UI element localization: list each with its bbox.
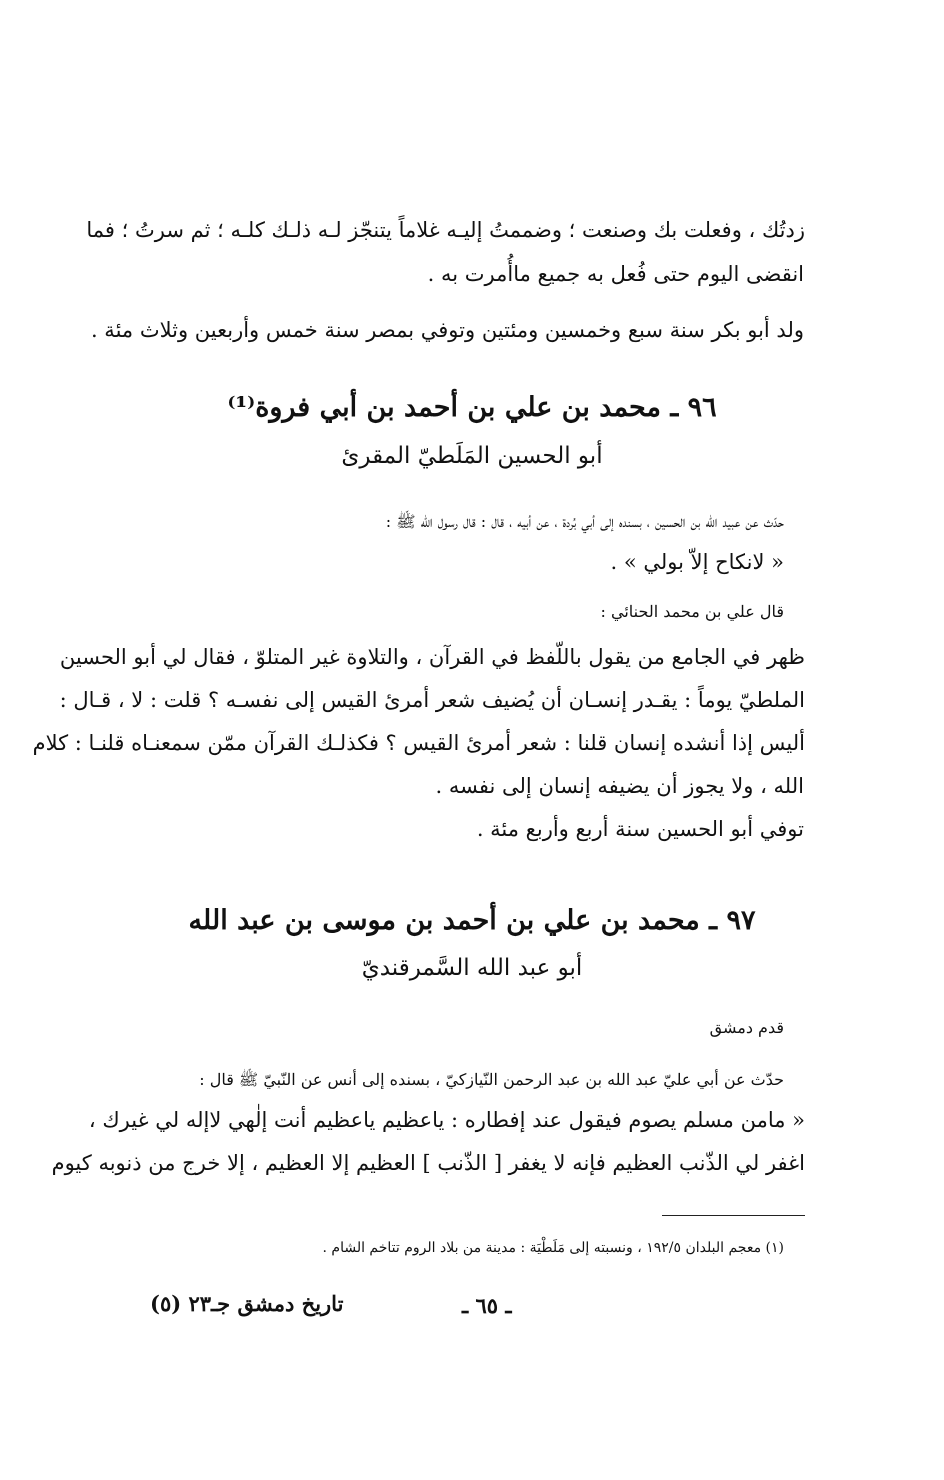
entry-97-isnad: حدّث عن أبي عليّ عبد الله بن عبد الرحمن النّيازكيّ ، بسنده إلى أنس عن النّبيّ ﷺ قال : xyxy=(199,1070,784,1089)
entry-97-title: ٩٧ ـ محمد بن علي بن أحمد بن موسى بن عبد الله xyxy=(188,905,756,936)
footnote-separator xyxy=(662,1215,805,1216)
entry-96-paragraph-line-3: أليس إذا أنشده إنسان قلنا : شعر أمرئ القيس ؟ فكذلـك القرآن ممّن سمعنـاه قلنـا : كلام xyxy=(32,731,805,755)
continuation-line-2: انقضى اليوم حتى فُعل به جميع ماأُمرت به . xyxy=(427,262,804,286)
entry-96-hadith: « لانكاح إلاّ بولي » . xyxy=(610,550,784,574)
entry-97-came: قدم دمشق xyxy=(709,1018,784,1037)
continuation-line-1: زدتُك ، وفعلت بك وصنعت ؛ وضممتُ إليـه غلاماً يتنجّز لـه ذلـك كلـه ؛ ثم سرتُ ؛ فما xyxy=(86,218,805,242)
entry-96-death: توفي أبو الحسين سنة أربع وأربع مئة . xyxy=(476,817,804,841)
entry-96-paragraph-line-1: ظهر في الجامع من يقول باللّفظ في القرآن ، والتلاوة غير المتلوّ ، فقال لي أبو الحسين xyxy=(59,645,805,669)
entry-96-paragraph-line-2: الملطيّ يوماً : يقـدر إنسـان أن يُضيف شعر أمرئ القيس إلى نفسـه ؟ قلت : لا ، قـال : xyxy=(59,688,805,712)
entry-97-hadith-line-2: اغفر لي الذّنب العظيم فإنه لا يغفر [ الذّنب ] العظيم إلا العظيم ، إلا خرج من ذنوبه كيوم xyxy=(51,1151,805,1175)
birth-death-note: ولد أبو بكر سنة سبع وخمسين ومئتين وتوفي بمصر سنة خمس وأربعين وثلاث مئة . xyxy=(90,318,804,342)
entry-96-isnad: حدّث عن عبيد الله بن الحسين ، بسنده إلى أبي بُردة ، عن أبيه ، قال : قال رسول الله ﷺ : xyxy=(385,512,784,531)
entry-96-title: ٩٦ ـ محمد بن علي بن أحمد بن أبي فروة⁽¹⁾ xyxy=(227,392,717,423)
entry-96-kunya: أبو الحسين المَلَطيّ المقرئ xyxy=(341,443,603,469)
footnote-1: (١) معجم البلدان ١٩٢/٥ ، ونسبته إلى مَلَطْيَة : مدينة من بلاد الروم تتاخم الشام . xyxy=(322,1240,784,1256)
entry-96-narrator: قال علي بن محمد الحنائي : xyxy=(600,602,784,621)
entry-97-kunya: أبو عبد الله السَّمرقنديّ xyxy=(361,955,583,981)
page-number: ـ ٦٥ ـ xyxy=(462,1293,512,1318)
entry-97-hadith-line-1: « مامن مسلم يصوم فيقول عند إفطاره : ياعظيم ياعظيم أنت إلٰهي لاإله لي غيرك ، xyxy=(88,1108,805,1132)
book-title-footer: تاريخ دمشق جـ٢٣ (٥) xyxy=(150,1291,344,1316)
entry-96-paragraph-line-4: الله ، ولا يجوز أن يضيفه إنسان إلى نفسه . xyxy=(435,774,804,798)
